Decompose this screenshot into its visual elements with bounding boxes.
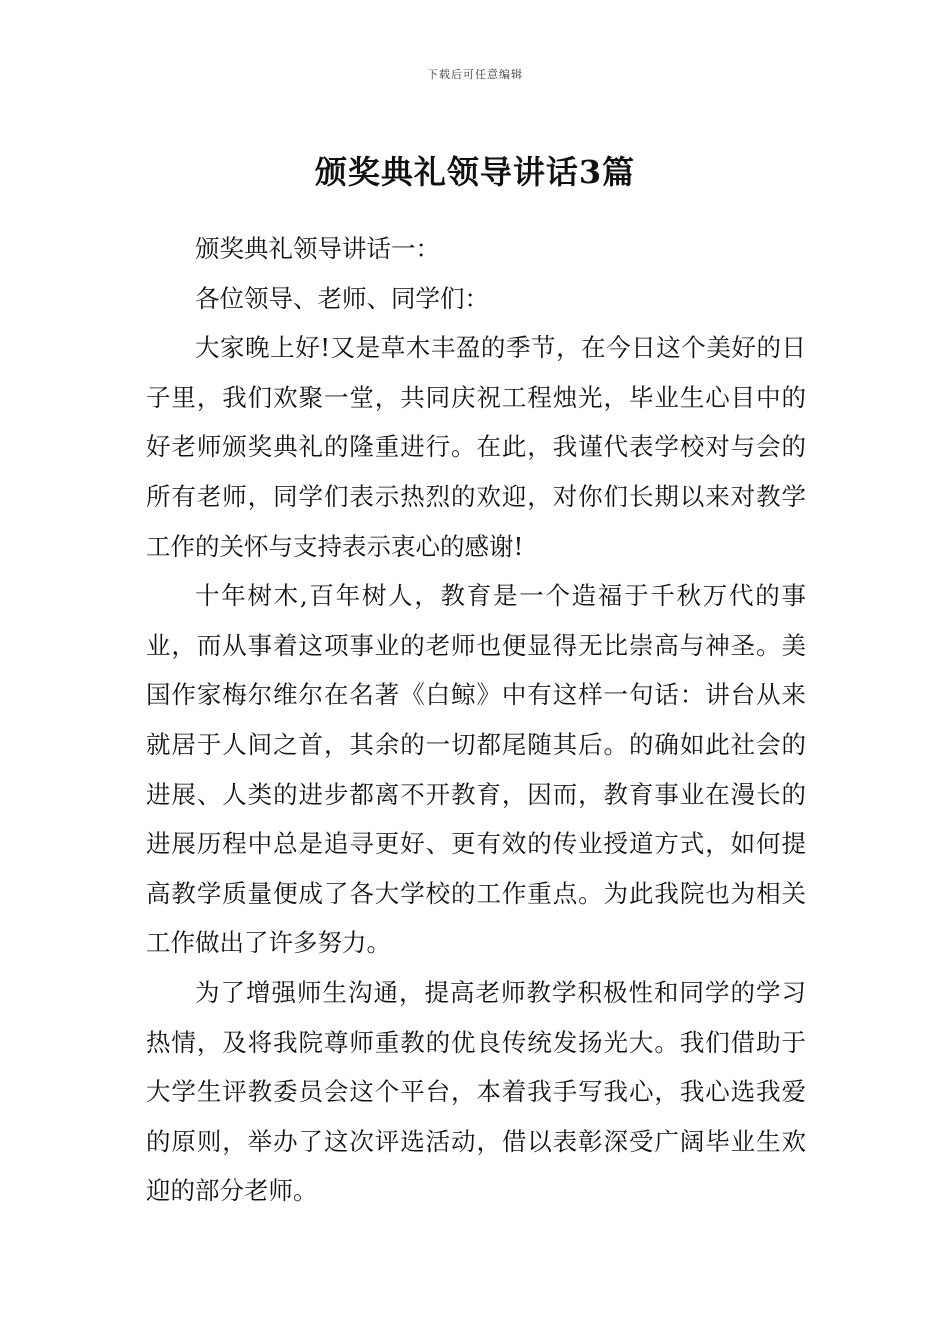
paragraph-education: 十年树木,百年树人，教育是一个造福于千秋万代的事业，而从事着这项事业的老师也便显得无比崇高与神圣。美国作家梅尔维尔在名著《白鲸》中有这样一句话：讲台从来就居于人间之首，其余的一切都尾随其后。的确如此社会的进展、人类的进步都离不开教育，因而，教育事业在漫长的进展历程中总是追寻更好、更有效的传业授道方式，如何提高教学质量便成了各大学校的工作重点。为此我院也为相关工作做出了许多努力。 xyxy=(146,581,806,958)
document-body xyxy=(146,224,806,1216)
paragraph-salutation: 各位领导、老师、同学们： xyxy=(195,283,489,313)
paragraph-section-heading: 颁奖典礼领导讲话一： xyxy=(195,234,440,263)
paragraph-activity: 为了增强师生沟通，提高老师教学积极性和同学的学习热情，及将我院尊师重教的优良传统发扬光大。我们借助于大学生评教委员会这个平台，本着我手写我心，我心选我爱的原则，举办了这次评选活动，借以表彰深受广阔毕业生欢迎的部分老师。 xyxy=(146,977,806,1206)
paragraph-greeting: 大家晚上好!又是草木丰盈的季节，在今日这个美好的日子里，我们欢聚一堂，共同庆祝工程烛光，毕业生心目中的好老师颁奖典礼的隆重进行。在此，我谨代表学校对与会的所有老师，同学们表示热烈的欢迎，对你们长期以来对教学工作的关怀与支持表示衷心的感谢! xyxy=(146,333,806,561)
document-title: 颁奖典礼领导讲话3篇 xyxy=(314,153,636,192)
page-header-note: 下载后可任意编辑 xyxy=(427,68,523,81)
